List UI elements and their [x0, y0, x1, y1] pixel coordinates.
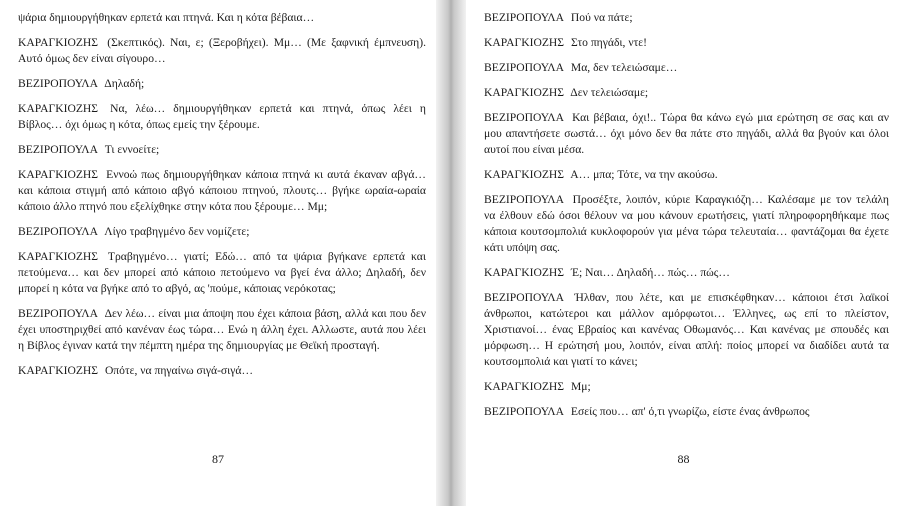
paragraph: [484, 379, 889, 395]
speaker-name: ΒΕΖΙΡΟΠΟΥΛΑ: [484, 291, 564, 304]
paragraph: [484, 265, 889, 281]
dialogue-text: Δεν λέω… είναι μια άποψη που έχει κάποια βάση, αλλά και που δεν έχει υποστηριχθεί από κανέναν έως τώρα… Ενώ η άλλη έχει. Αλλωστε, αυτά που λέει η Βίβλος έγιναν κατά την πέμπτη ημέρα της δημιουργίας με Θεϊκή προσταγή.: [18, 307, 426, 352]
dialogue-text: Έ; Ναι… Δηλαδή… πώς… πώς…: [570, 266, 730, 279]
dialogue-text: Και βέβαια, όχι!.. Τώρα θα κάνω εγώ μια ερώτηση σε σας και αν μου απαντήσετε σωστά… όχι μόνο δεν θα πάτε στο πηγάδι, αλλά θα βγούν και όλοι αυτοί που είναι μέσα.: [484, 111, 889, 156]
dialogue-text: Να, λέω… δημιουργήθηκαν ερπετά και πτηνά, όπως λέει η Βίβλος… όχι όμως η κότα, όπως εμείς την ξέρουμε.: [18, 102, 426, 131]
paragraph: [484, 60, 889, 76]
paragraph: [484, 192, 889, 256]
dialogue-text: Εσείς που… απ' ό,τι γνωρίζω, είστε ένας άνθρωπος: [570, 405, 810, 418]
speaker-name: ΒΕΖΙΡΟΠΟΥΛΑ: [18, 143, 98, 156]
speaker-name: ΚΑΡΑΓΚΙΟΖΗΣ: [18, 168, 99, 181]
speaker-name: ΒΕΖΙΡΟΠΟΥΛΑ: [18, 225, 98, 238]
speaker-name: ΒΕΖΙΡΟΠΟΥΛΑ: [18, 77, 98, 90]
paragraph: [484, 10, 889, 26]
speaker-name: ΚΑΡΑΓΚΙΟΖΗΣ: [18, 102, 99, 115]
speaker-name: ΚΑΡΑΓΚΙΟΖΗΣ: [484, 168, 565, 181]
speaker-name: ΚΑΡΑΓΚΙΟΖΗΣ: [484, 86, 565, 99]
speaker-name: ΚΑΡΑΓΚΙΟΖΗΣ: [484, 266, 565, 279]
speaker-name: ΒΕΖΙΡΟΠΟΥΛΑ: [18, 307, 98, 320]
speaker-name: ΚΑΡΑΓΚΙΟΖΗΣ: [484, 380, 565, 393]
paragraph: [18, 224, 426, 240]
speaker-name: ΚΑΡΑΓΚΙΟΖΗΣ: [484, 36, 565, 49]
dialogue-text: Οπότε, να πηγαίνω σιγά-σιγά…: [104, 364, 254, 377]
dialogue-text: ψάρια δημιουργήθηκαν ερπετά και πτηνά. Και η κότα βέβαια…: [18, 11, 315, 24]
dialogue-text: Τραβηγμένο… γιατί; Εδώ… από τα ψάρια βγήκανε ερπετά και πετούμενα… και δεν μπορεί από κάποιο πετούμενο να βγεί ένα άλλο; Δηλαδή, δεν μπορεί η κότα να βγήκε από το αβγό, ας 'πούμε, κάποιας νερόκοτας;: [18, 250, 426, 295]
page-number: 88: [677, 452, 690, 466]
paragraph: [18, 142, 426, 158]
dialogue-text: Τι εννοείτε;: [104, 143, 160, 156]
dialogue-text: Λίγο τραβηγμένο δεν νομίζετε;: [104, 225, 250, 238]
page-number: 87: [212, 452, 224, 466]
dialogue-text: (Σκεπτικός). Ναι, ε; (Ξεροβήχει). Μμ… (Με ξαφνική έμπνευση). Αυτό όμως δεν είναι σίγουρο…: [18, 36, 426, 65]
speaker-name: ΒΕΖΙΡΟΠΟΥΛΑ: [484, 11, 564, 24]
dialogue-text: Εννοώ πως δημιουργήθηκαν κάποια πτηνά κι αυτά έκαναν αβγά… και κάποια στιγμή από κάποιο αβγό κάποιου πτηνού, πλουτς… βγήκε ωραία-ωραία κάποιο άλλο πτηνό που εξελίχθηκε στην κότα που ξέρουμε… Μμ;: [18, 168, 426, 213]
speaker-name: ΒΕΖΙΡΟΠΟΥΛΑ: [484, 405, 564, 418]
paragraph: [18, 76, 426, 92]
paragraph: [18, 167, 426, 215]
dialogue-text: Ήλθαν, που λέτε, και με επισκέφθηκαν… κάποιοι έτσι λαϊκοί άνθρωποι, κατώτεροι και μάλλον αμόρφωτοι… Έλληνες, ως επί το πλείστον, Χριστιανοί… ένας Εβραίος και κανένας Οθωμανός… Και κανένας με σπουδές και μόρφωση… Η ερώτησή μου, λοιπόν, είναι απλή: ποίος μπορεί να διαδίδει αυτά τα κουτσομπολιά και γιατί το κάνει;: [484, 291, 889, 368]
paragraph: [484, 110, 889, 158]
paragraph: [484, 167, 889, 183]
dialogue-text: Στο πηγάδι, ντε!: [570, 36, 647, 49]
book-gutter: [436, 0, 466, 506]
dialogue-text: Πού να πάτε;: [570, 11, 633, 24]
left-page: [0, 0, 436, 506]
dialogue-text: Προσέξτε, λοιπόν, κύριε Καραγκιόζη… Καλέσαμε με τον τελάλη να έλθουν εδώ όσοι θέλουν να μου κάνουν ερωτήσεις, γιατί πληροφορηθήκαμε πως κάποια κουτσομπολιά κυκλοφορούν για μένα τώρα τελευταία… φαντάζομαι θα έχετε κάτι υπόψη σας.: [484, 193, 889, 254]
dialogue-text: Δηλαδή;: [104, 77, 145, 90]
speaker-name: ΚΑΡΑΓΚΙΟΖΗΣ: [18, 36, 99, 49]
dialogue-text: Μα, δεν τελειώσαμε…: [570, 61, 678, 74]
paragraph: [18, 10, 426, 26]
speaker-name: ΒΕΖΙΡΟΠΟΥΛΑ: [484, 193, 564, 206]
dialogue-text: Α… μπα; Τότε, να την ακούσω.: [570, 168, 718, 181]
dialogue-text: Δεν τελειώσαμε;: [570, 86, 649, 99]
paragraph: [18, 101, 426, 133]
paragraph: [18, 363, 426, 379]
paragraph: [484, 85, 889, 101]
speaker-name: ΚΑΡΑΓΚΙΟΖΗΣ: [18, 364, 99, 377]
paragraph: [484, 404, 889, 420]
speaker-name: ΚΑΡΑΓΚΙΟΖΗΣ: [18, 250, 99, 263]
speaker-name: ΒΕΖΙΡΟΠΟΥΛΑ: [484, 111, 564, 124]
paragraph: [18, 35, 426, 67]
right-page: [466, 0, 901, 506]
paragraph: [484, 35, 889, 51]
paragraph: [18, 306, 426, 354]
dialogue-text: Μμ;: [570, 380, 591, 393]
speaker-name: ΒΕΖΙΡΟΠΟΥΛΑ: [484, 61, 564, 74]
paragraph: [18, 249, 426, 297]
paragraph: [484, 290, 889, 370]
